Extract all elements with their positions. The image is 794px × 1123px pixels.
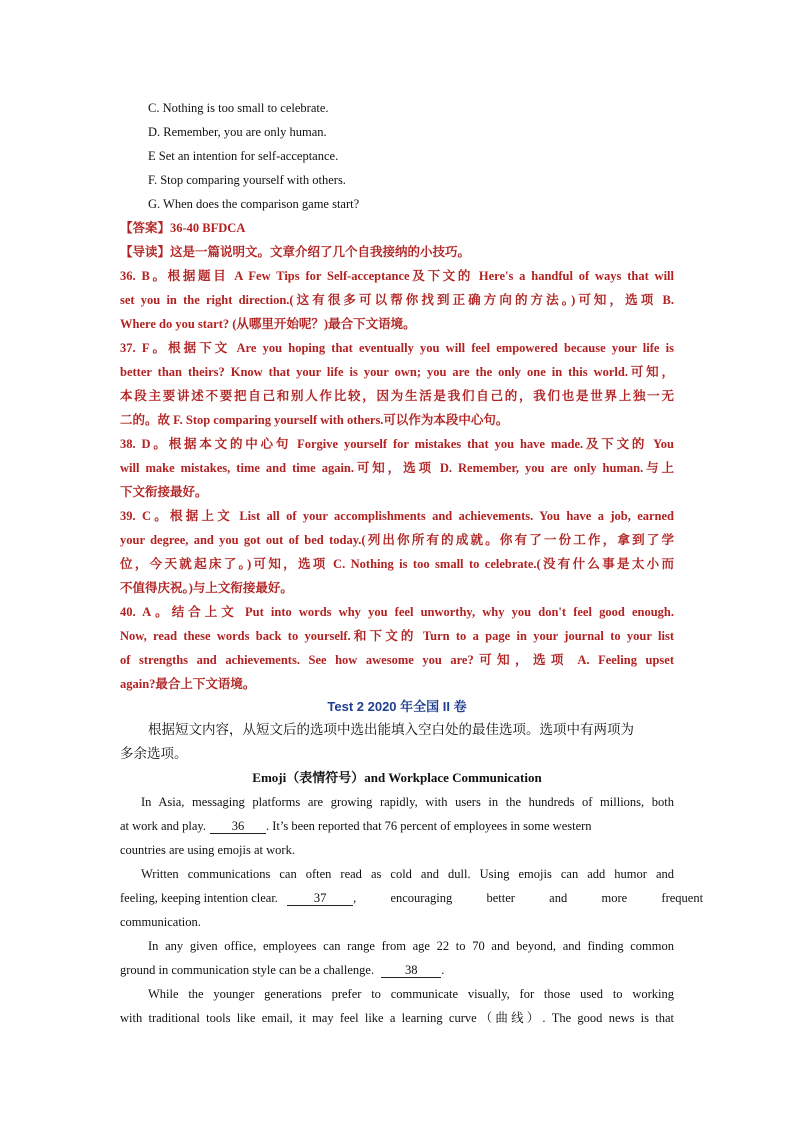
- passage-line: countries are using emojis at work.: [120, 843, 295, 857]
- blank-38: 38: [381, 963, 441, 978]
- explanation-39-line: 位，今天就起床了。)可知，选项 C. Nothing is too small to celebrate.(没有什么事是太小而: [120, 557, 674, 571]
- explanation-39-line: your degree, and you got out of bed today.(列出你所有的成就。你有了一份工作，拿到了学: [120, 533, 674, 547]
- option-d: D. Remember, you are only human.: [148, 125, 327, 139]
- passage-line: In any given office, employees can range from age 22 to 70 and beyond, and finding common: [148, 939, 674, 953]
- explanation-39-line: 39. C。根据上文 List all of your accomplishments and achievements. You have a job, earned: [120, 509, 674, 523]
- answer-line: 【答案】36-40 BFDCA: [120, 221, 246, 235]
- explanation-37-line: 二的。故 F. Stop comparing yourself with others.可以作为本段中心句。: [120, 413, 509, 427]
- passage-text: feeling, keeping intention clear.: [120, 891, 278, 905]
- explanation-40-line: again?最合上下文语境。: [120, 677, 256, 691]
- passage-text: , encouraging better and more frequent: [353, 891, 704, 905]
- guide-line: 【导读】这是一篇说明文。文章介绍了几个自我接纳的小技巧。: [120, 245, 471, 259]
- option-f: F. Stop comparing yourself with others.: [148, 173, 346, 187]
- passage-title: Emoji（表情符号）and Workplace Communication: [252, 770, 542, 785]
- passage-line: In Asia, messaging platforms are growing rapidly, with users in the hundreds of millions, both: [141, 795, 674, 809]
- explanation-37-line: 本段主要讲述不要把自己和别人作比较，因为生活是我们自己的，我们也是世界上独一无: [120, 389, 674, 403]
- passage-line: Written communications can often read as cold and dull. Using emojis can add humor and: [141, 867, 674, 881]
- passage-line: [120, 890, 704, 906]
- explanation-37-line: better than theirs? Know that your life is your own; you are the only one in this world.可知，: [120, 365, 674, 379]
- passage-line: [120, 962, 444, 978]
- explanation-40-line: of strengths and achievements. See how awesome you are?可知，选项 A. Feeling upset: [120, 653, 674, 667]
- passage-text: at work and play. 36 . It’s been reported that 76 percent of employees in some western: [120, 819, 592, 833]
- passage-text: ground in communication style can be a challenge.: [120, 963, 375, 977]
- explanation-40-line: Now, read these words back to yourself.和下文的 Turn to a page in your journal to your list: [120, 629, 674, 643]
- explanation-39-line: 不值得庆祝。)与上文衔接最好。: [120, 581, 293, 595]
- explanation-37-line: 37. F。根据下文 Are you hoping that eventually you will feel empowered because your life is: [120, 341, 674, 355]
- explanation-36-line: 36. B。根据题目 A Few Tips for Self-acceptance及下文的 Here's a handful of ways that will: [120, 269, 674, 283]
- passage-line: with traditional tools like email, it may feel like a learning curve（曲线）. The good news is that: [120, 1011, 674, 1025]
- explanation-38-line: 下文衔接最好。: [120, 485, 208, 499]
- explanation-38-line: will make mistakes, time and time again.可知，选项 D. Remember, you are only human.与上: [120, 461, 674, 475]
- blank-37: 37: [287, 891, 353, 906]
- passage-line: While the younger generations prefer to communicate visually, for those used to working: [148, 987, 674, 1001]
- passage-line: communication.: [120, 915, 201, 929]
- explanation-38-line: 38. D。根据本文的中心句 Forgive yourself for mistakes that you have made.及下文的 You: [120, 437, 674, 451]
- explanation-36-line: Where do you start? (从哪里开始呢？)最合下文语境。: [120, 317, 416, 331]
- passage-line: [120, 818, 674, 834]
- option-e: E Set an intention for self-acceptance.: [148, 149, 339, 163]
- instruction-line: 多余选项。: [120, 746, 188, 762]
- instruction-line: 根据短文内容，从短文后的选项中选出能填入空白处的最佳选项。选项中有两项为: [148, 722, 634, 738]
- option-g: G. When does the comparison game start?: [148, 197, 360, 211]
- blank-36: 36: [210, 819, 266, 834]
- option-c: C. Nothing is too small to celebrate.: [148, 101, 329, 115]
- explanation-40-line: 40. A。结合上文 Put into words why you feel unworthy, why you don't feel good enough.: [120, 605, 674, 619]
- passage-text: .: [441, 963, 445, 977]
- test2-heading: Test 2 2020 年全国 II 卷: [327, 699, 467, 714]
- explanation-36-line: set you in the right direction.(这有很多可以帮你找到正确方向的方法。)可知，选项 B.: [120, 293, 674, 307]
